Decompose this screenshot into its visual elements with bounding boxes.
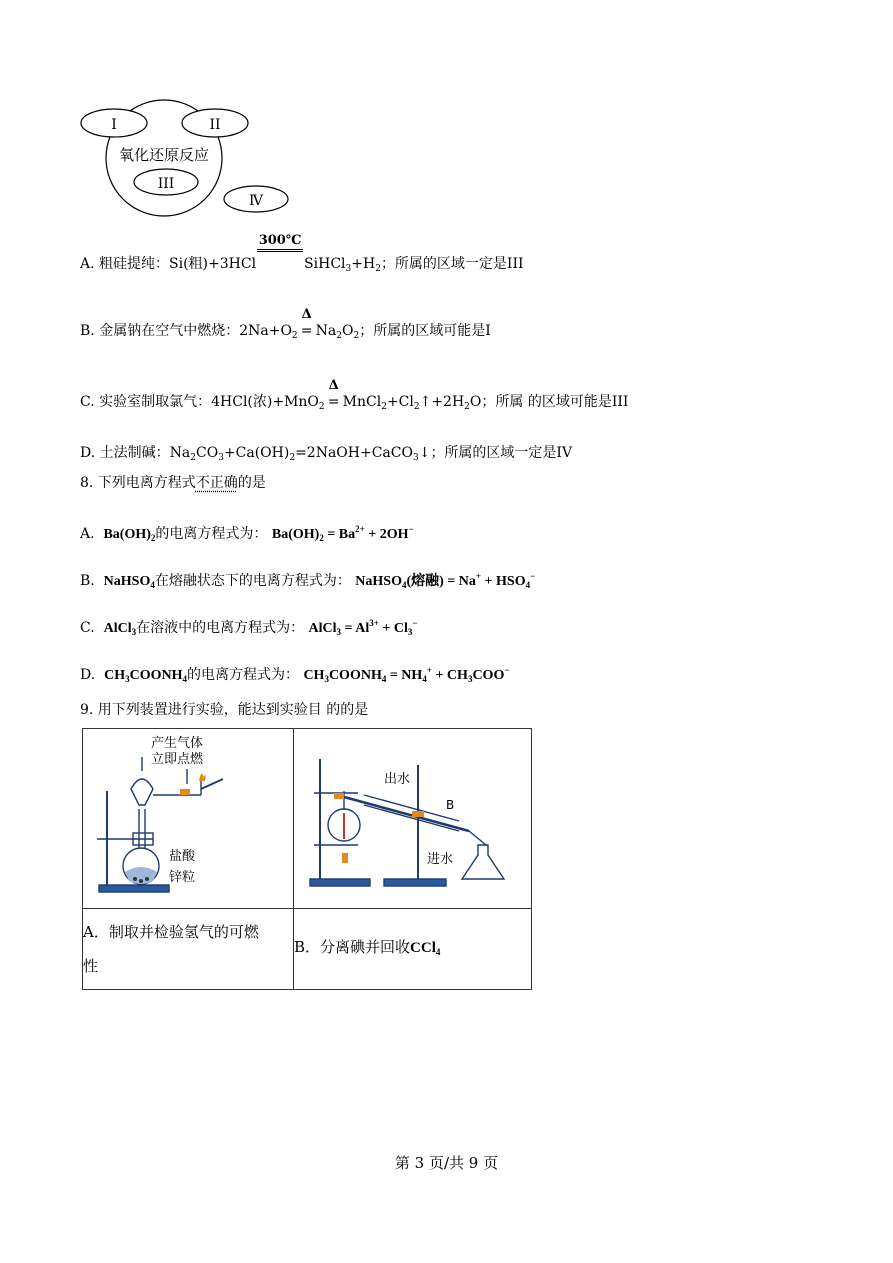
fig-b-in-label: 进水 (427, 852, 454, 867)
q9-apparatus-table (82, 728, 532, 990)
q7-b-rest: ；所属的区域可能是I (359, 323, 491, 339)
fig-b-out-label: 出水 (384, 772, 411, 787)
q7-option-a: A. 粗硅提纯：Si(粗)+3HCl 300℃ $SiHCl_3+H_2$；所属的区域一定是III (80, 233, 524, 274)
q9-caption-b-text: B．分离碘并回收 (294, 937, 411, 956)
q7-b-heat: Δ (301, 307, 312, 322)
q7-d-rest: ；所属的区域一定是IV (430, 445, 573, 461)
q8-option-d: D. $CH_3COONH_4$的电离方程式为： $CH_3COONH_4 = NH_4^+ + CH_3COO^-$ (80, 665, 510, 684)
q8-a-mid: 的电离方程式为： (155, 526, 268, 542)
q8-a-label: A. (80, 526, 95, 542)
q7-a-temp: 300℃ (258, 233, 302, 248)
q8-b-label: B. (80, 573, 95, 589)
q8-d-label: D. (80, 667, 96, 683)
region-3-label: III (157, 176, 175, 192)
q7-a-rest: ；所属的区域一定是III (380, 256, 524, 272)
distillation-apparatus-figure (294, 729, 531, 904)
q9-figure-a-cell (83, 729, 294, 909)
q7-c-condition: Δ = (327, 378, 340, 410)
q9-figure-b-cell (294, 729, 532, 909)
q7-c-prefix: C. 实验室制取氯气： (80, 394, 212, 410)
q7-a-condition (257, 233, 303, 270)
q7-c-heat: Δ (328, 378, 339, 393)
q8-c-mid: 在溶液中的电离方程式为： (136, 620, 305, 636)
q9-caption-b: B．分离碘并回收CCl$_4$ (294, 909, 532, 990)
fig-a-zinc-label: 锌粒 (169, 870, 196, 885)
hydrogen-apparatus-figure (83, 729, 293, 904)
q8-stem (80, 474, 266, 492)
q7-c-rest: ；所属 的区域可能是III (481, 394, 629, 410)
q7-option-c: C. 实验室制取氯气：4HCl(浓)+MnO$_2$ Δ = $MnCl_2+Cl_2↑+2H_2O$；所属 的区域可能是III (80, 378, 629, 412)
q8-option-b: B. NaHSO$_4$在熔融状态下的电离方程式为： NaHSO$_4$(熔融) = $Na^+ + HSO_4^-$ (80, 571, 536, 590)
q8-c-label: C. (80, 620, 95, 636)
fig-a-gas-label: 产生气体 (151, 736, 204, 751)
q8-option-c: C. AlCl$_3$在溶液中的电离方程式为： AlCl$_3$ = $Al^{3+} + Cl_3^-$ (80, 618, 418, 637)
q7-a-prefix: A. 粗硅提纯： (80, 256, 170, 272)
reaction-type-diagram (78, 92, 298, 217)
q7-b-prefix: B. 金属钠在空气中燃烧： (80, 323, 240, 339)
q8-d-mid: 的电离方程式为： (186, 667, 299, 683)
q9-caption-a-line2: 性 (83, 957, 99, 975)
page-footer: 第 3 页/共 9 页 (394, 1154, 499, 1172)
q8-b-melt: 熔融 (411, 574, 440, 589)
q7-b-condition: Δ = (300, 307, 313, 339)
q7-d-prefix: D. 土法制碱： (80, 445, 170, 461)
region-2-label: II (209, 117, 221, 133)
q7-option-b: B. 金属钠在空气中燃烧：$2Na+O_2$ Δ = $Na_2O_2$；所属的区域可能是I (80, 307, 491, 341)
q8-stem-a: 8. 下列电离方程式 (80, 475, 196, 491)
fig-a-ignite-label: 立即点燃 (151, 752, 204, 767)
region-1-label: I (111, 117, 117, 133)
q8-stem-b: 的是 (237, 475, 266, 491)
redox-label: 氧化还原反应 (118, 146, 210, 164)
fig-b-b-label: B (446, 798, 455, 812)
q9-caption-a (83, 909, 294, 990)
q7-option-d: D. 土法制碱：$Na_2CO_3+Ca(OH)_2=2NaOH+CaCO_3↓$；所属的区域一定是IV (80, 445, 573, 463)
region-4-label: Ⅳ (249, 193, 263, 209)
q8-b-mid: 在熔融状态下的电离方程式为： (154, 573, 351, 589)
q9-stem: 9. 用下列装置进行实验，能达到实验目 的的是 (80, 702, 369, 718)
q8-stem-emphasis: 不正确 (195, 475, 238, 491)
fig-a-acid-label: 盐酸 (169, 849, 196, 864)
q9-caption-a-line1: A．制取并检验氢气的可燃 (83, 923, 259, 941)
q8-option-a: A. $Ba(OH)_2$的电离方程式为： $Ba(OH)_2 = Ba^{2+} + 2OH^-$ (80, 524, 414, 543)
